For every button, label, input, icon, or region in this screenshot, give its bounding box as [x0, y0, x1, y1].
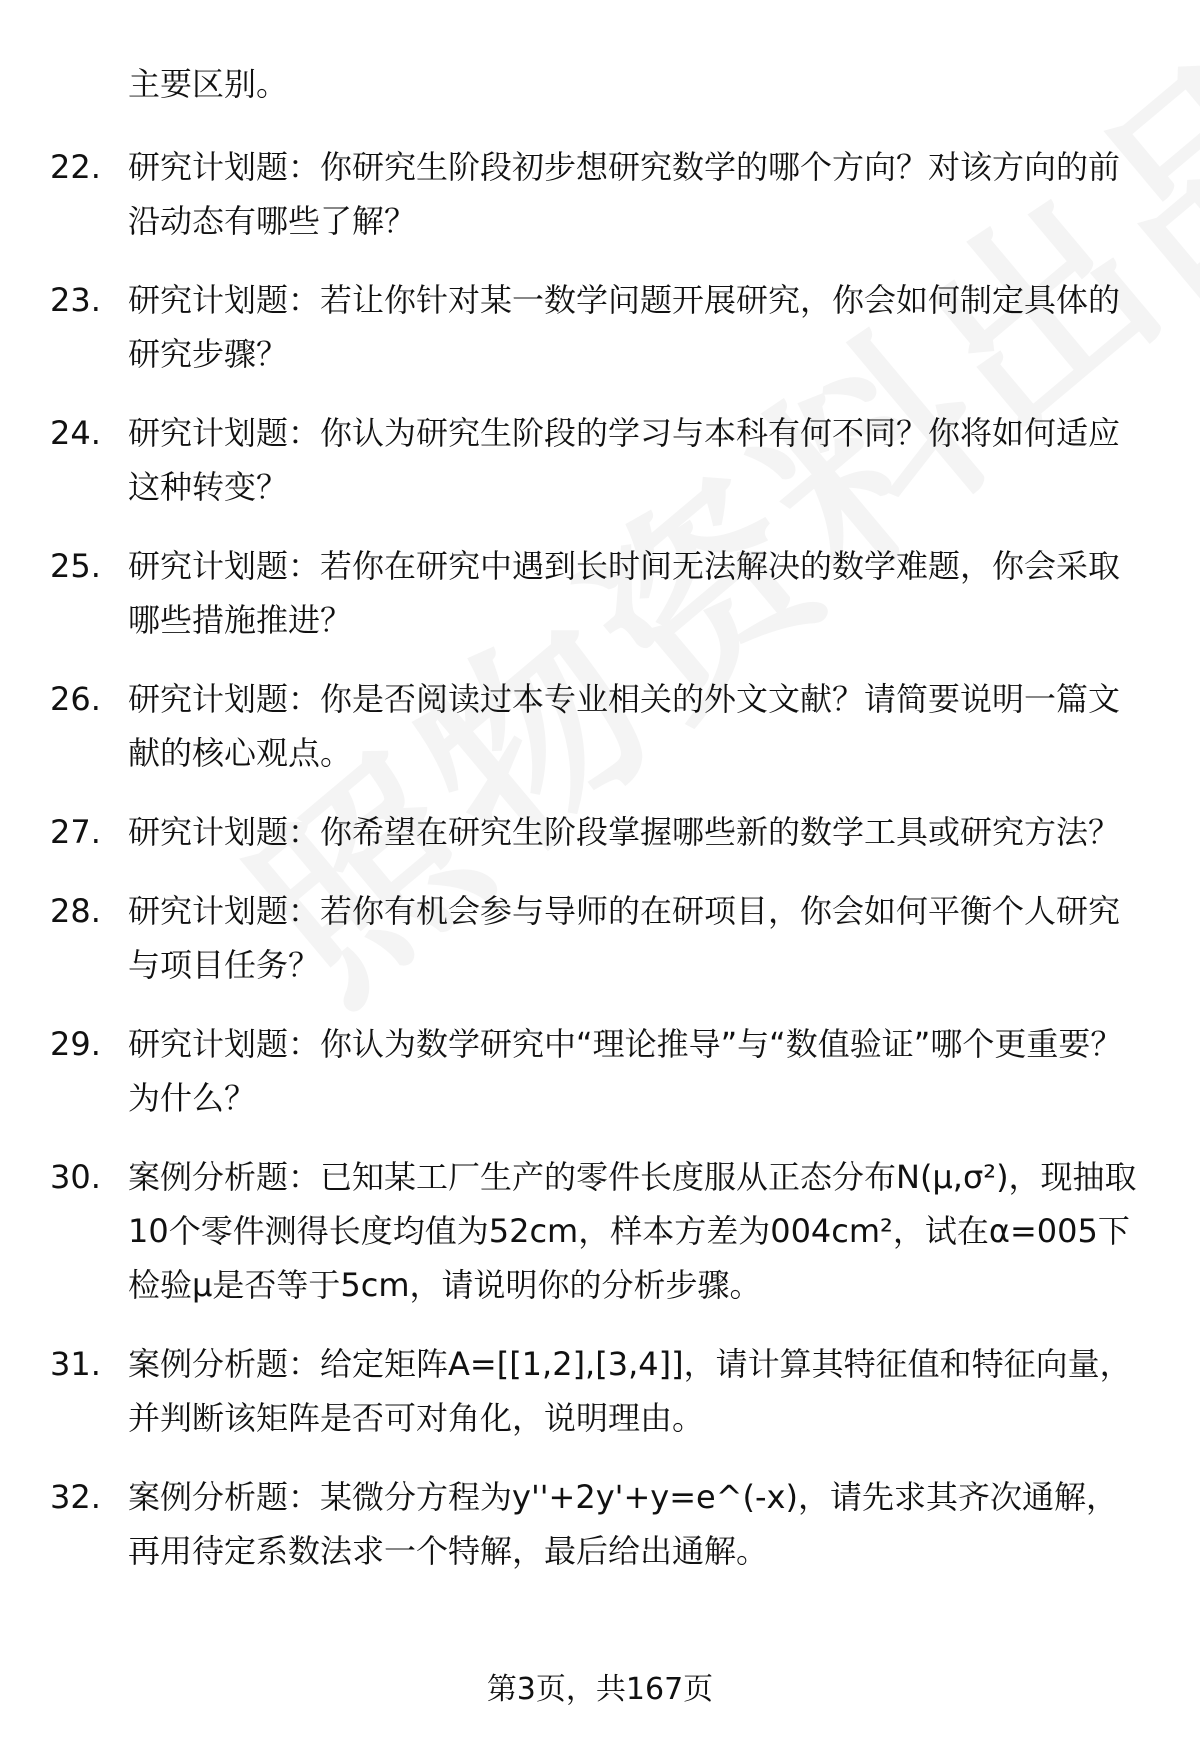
question-item [50, 1150, 1150, 1312]
question-number: 29. [50, 1025, 101, 1063]
question-item [50, 1017, 1150, 1125]
question-text: 案例分析题：给定矩阵A=[[1,2],[3,4]]，请计算其特征值和特征向量，并判断该矩阵是否可对角化，说明理由。 [128, 1345, 1132, 1437]
question-text: 研究计划题：你是否阅读过本专业相关的外文文献？请简要说明一篇文献的核心观点。 [128, 680, 1121, 772]
question-text: 研究计划题：若让你针对某一数学问题开展研究，你会如何制定具体的研究步骤？ [128, 281, 1121, 373]
question-item [50, 884, 1150, 992]
question-text: 研究计划题：你希望在研究生阶段掌握哪些新的数学工具或研究方法？ [128, 813, 1121, 851]
question-item [50, 539, 1150, 647]
continuation-text: 主要区别。 [128, 65, 289, 103]
question-number: 23. [50, 281, 101, 319]
question-item [50, 1470, 1150, 1578]
question-number: 30. [50, 1158, 101, 1196]
question-text: 研究计划题：你认为数学研究中“理论推导”与“数值验证”哪个更重要？为什么？ [128, 1025, 1123, 1117]
question-number: 25. [50, 547, 101, 585]
question-item [50, 672, 1150, 780]
question-item [50, 1337, 1150, 1445]
question-number: 28. [50, 892, 101, 930]
question-item [50, 406, 1150, 514]
question-item [50, 273, 1150, 381]
question-number: 31. [50, 1345, 101, 1383]
question-number: 26. [50, 680, 101, 718]
question-text: 案例分析题：某微分方程为y''+2y'+y=e^(-x)，请先求其齐次通解，再用待定系数法求一个特解，最后给出通解。 [128, 1478, 1118, 1570]
question-text: 案例分析题：已知某工厂生产的零件长度服从正态分布N(μ,σ²)，现抽取10个零件测得长度均值为52cm，样本方差为004cm²，试在α=005下检验μ是否等于5cm，请说明你的分析步骤。 [128, 1158, 1137, 1304]
question-item [50, 140, 1150, 248]
question-list [50, 140, 1150, 1603]
question-number: 22. [50, 148, 101, 186]
question-text: 研究计划题：你认为研究生阶段的学习与本科有何不同？你将如何适应这种转变？ [128, 414, 1121, 506]
page-footer: 第3页，共167页 [486, 1672, 714, 1707]
question-text: 研究计划题：若你有机会参与导师的在研项目，你会如何平衡个人研究与项目任务？ [128, 892, 1121, 984]
question-text: 研究计划题：你研究生阶段初步想研究数学的哪个方向？对该方向的前沿动态有哪些了解？ [128, 148, 1121, 240]
question-number: 24. [50, 414, 101, 452]
question-text: 研究计划题：若你在研究中遇到长时间无法解决的数学难题，你会采取哪些措施推进？ [128, 547, 1121, 639]
question-item [50, 805, 1150, 859]
question-number: 27. [50, 813, 101, 851]
question-number: 32. [50, 1478, 101, 1516]
